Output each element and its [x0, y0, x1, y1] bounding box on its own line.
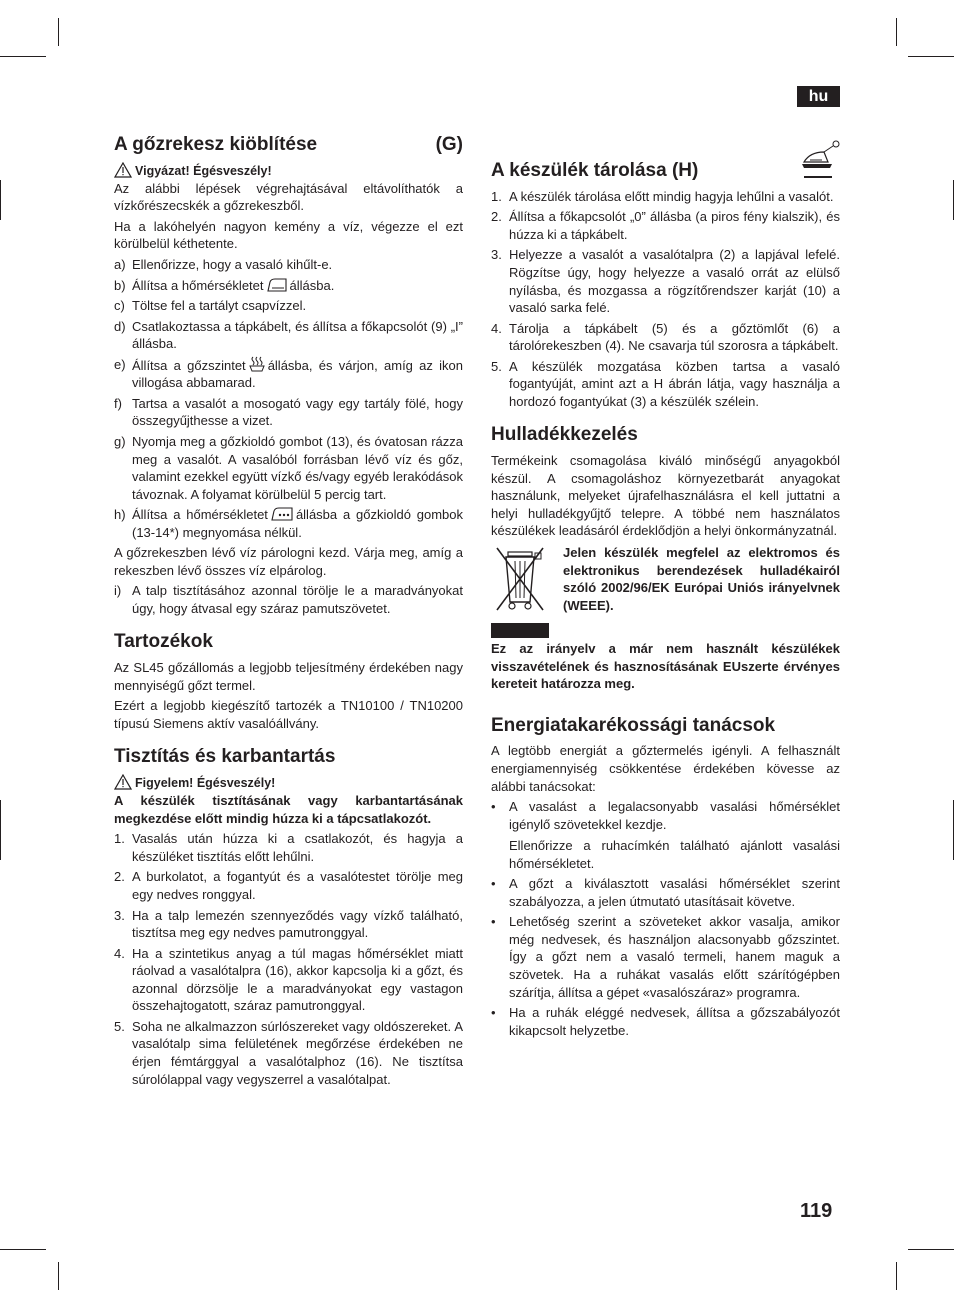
- item-marker: a): [114, 257, 126, 273]
- list-item: [491, 913, 840, 1001]
- item-text: A burkolatot, a fogantyút és a vasalótestet törölje meg egy nedves ronggyal.: [132, 869, 463, 903]
- section-title: A készülék tárolása (H): [491, 160, 699, 181]
- weee-figure: [491, 544, 551, 638]
- paragraph: A gőzrekeszben lévő víz párologni kezd. Várja meg, amíg a rekeszben lévő összes víz elpárolog.: [114, 545, 463, 578]
- weee-paragraph: Jelen készülék megfelel az elektromos és elektronikus berendezések hulladékairól szóló 2002/96/EK Európai Uniós irányelvnek (WEEE).: [563, 544, 840, 613]
- list-item: [114, 907, 463, 942]
- item-marker: 3.: [491, 247, 502, 263]
- section-title: Tisztítás és karbantartás: [114, 746, 336, 768]
- section-title: Energiatakarékossági tanácsok: [491, 714, 776, 736]
- section-title-steam-chamber: [114, 134, 463, 156]
- item-text: állásba a gőzkioldó gombok (13-14*) megnyomása nélkül.: [132, 507, 464, 540]
- bold-notice: A készülék tisztításának vagy karbantartásának megkezdése előtt mindig húzza ki a tápcsatlakozót.: [114, 793, 463, 826]
- list-item: [114, 945, 463, 1015]
- list-item: [114, 506, 463, 541]
- tips-list: [491, 798, 840, 1039]
- item-text: A gőzt a kiválasztott vasalási hőmérséklet szerint szabályozza, a jelen útmutató utasításait követve.: [509, 876, 840, 909]
- item-text: Ha a talp lemezén szennyeződés vagy vízkő található, tisztítsa meg egy nedves pamutronggyal.: [132, 907, 463, 941]
- item-text: Töltse fel a tartályt csapvízzel.: [132, 298, 307, 314]
- list-item: [491, 320, 840, 355]
- bullet: •: [491, 876, 496, 892]
- list-item: [114, 356, 463, 392]
- section-disposal: [491, 424, 840, 692]
- bullet: •: [491, 799, 496, 815]
- crop-mark: [908, 1249, 954, 1250]
- crop-mark: [0, 180, 1, 220]
- crop-mark: [896, 1262, 897, 1290]
- item-marker: 4.: [114, 945, 125, 961]
- list-item: [491, 188, 840, 206]
- item-marker: c): [114, 298, 125, 314]
- figure-reference: (G): [435, 134, 463, 155]
- step-list: [114, 582, 463, 617]
- left-column: [114, 134, 463, 1091]
- item-marker: d): [114, 318, 126, 334]
- crop-mark: [0, 800, 1, 860]
- item-text: Lehetőség szerint a szöveteket akkor vasalja, amikor még nedvesek, és használjon alacsonyabb gőzszintet. Így a gőzt nem a vasaló termeli, hanem maguk a szövetek. Ha a ruhákat vasalás előtt szárítógépben szárítja, állítsa a gépet «vasalószáraz» programra.: [509, 914, 840, 1000]
- crop-mark: [0, 1249, 46, 1250]
- item-marker: 2.: [491, 209, 502, 225]
- item-text: A készülék tárolása előtt mindig hagyja lehűlni a vasalót.: [509, 188, 834, 204]
- bullet: •: [491, 1005, 496, 1021]
- section-title: Hulladékkezelés: [491, 424, 638, 446]
- bullet: •: [491, 914, 496, 930]
- item-text: Állítsa a hőmérsékletet: [132, 277, 264, 293]
- item-marker: i): [114, 583, 122, 599]
- warning-text: Vigyázat! Égésveszély!: [135, 163, 272, 178]
- list-item: [491, 208, 840, 243]
- item-text: A vasalást a legalacsonyabb vasalási hőmérséklet igénylő szövetekkel kezdje.: [509, 799, 840, 832]
- crop-mark: [58, 18, 59, 46]
- paragraph: Az SL45 gőzállomás a legjobb teljesítmény érdekében nagy mennyiségű gőzt termel.: [114, 660, 463, 693]
- item-text: Helyezze a vasalót a vasalótalpra (2) a lapjával lefelé. Rögzítse úgy, hogy helyezze a vasaló orrát az elülső nyílásba, és mozgassa a rögzítőrendszer karját (10) a vasaló sarka felé.: [509, 247, 840, 316]
- list-item: [114, 868, 463, 903]
- warning-line: [114, 162, 463, 178]
- crop-mark: [58, 1262, 59, 1290]
- item-text: Vasalás után húzza ki a csatlakozót, és hagyja a készüléket tisztítás előtt lehűlni.: [132, 831, 463, 864]
- page-number: 119: [800, 1200, 833, 1222]
- crossed-bin-icon: [491, 544, 549, 614]
- item-text: állásba.: [289, 277, 335, 293]
- right-column: [491, 160, 840, 1042]
- item-marker: 4.: [491, 320, 502, 336]
- paragraph: Az alábbi lépések végrehajtásával eltávolíthatók a vízkőrészecskék a gőzrekeszből.: [114, 180, 463, 214]
- steam-level-icon: [248, 356, 266, 372]
- warning-icon: [114, 774, 132, 790]
- item-text: Ha a ruhák eléggé nedvesek, állítsa a gőzszabályozót kikapcsolt helyzetbe.: [509, 1005, 840, 1038]
- list-item: [491, 1004, 840, 1039]
- weee-paragraph: Ez az irányelv a már nem használt készülékek visszavételének és hasznosításának EUszerte érvényes kereteit határozza meg.: [491, 640, 840, 692]
- item-text: Csatlakoztassa a tápkábelt, és állítsa a főkapcsolót (9) „I” állásba.: [132, 318, 463, 352]
- item-text: Ellenőrizze a ruhacímkén található ajánlott vasalási hőmérsékletet.: [509, 838, 840, 871]
- list-item: [491, 798, 840, 872]
- crop-mark: [896, 18, 897, 46]
- section-energy-tips: [491, 715, 840, 1040]
- list-item: [114, 256, 463, 274]
- item-text: Állítsa a gőzszintet: [132, 357, 246, 373]
- section-accessories: [114, 631, 463, 732]
- list-item: [491, 875, 840, 910]
- warning-text: Figyelem! Égésveszély!: [135, 776, 276, 791]
- list-item: [114, 1018, 463, 1088]
- warning-line: [114, 774, 463, 790]
- weee-text-block: [563, 544, 840, 638]
- max-temperature-icon: [270, 507, 294, 521]
- paragraph: Ezért a legjobb kiegészítő tartozék a TN10100 / TN10200 típusú Siemens aktív vasalóállvány.: [114, 698, 463, 731]
- list-item: [491, 246, 840, 316]
- item-text: állásba, és várjon, amíg az ikon villogása abbamarad.: [132, 357, 463, 391]
- item-text: Állítsa a főkapcsolót „0” állásba (a piros fény kialszik), és húzza ki a tápkábelt.: [509, 209, 840, 242]
- paragraph: Termékeink csomagolása kiváló minőségű anyagokból készül. A csomagoláshoz környezetbarát anyagokat használunk, melyeket újrafelhasználásra el kell juttatni a helyi hulladékgyűjtő telepre. A többé nem használatos készülékek leadásáról érdeklődjön a helyi önkormányzatnál.: [491, 453, 840, 539]
- item-marker: 1.: [491, 188, 502, 204]
- list-item: [114, 830, 463, 865]
- item-text: Tárolja a tápkábelt (5) és a gőztömlőt (6) a tárolórekeszben (4). Ne csavarja túl szorosra a tápkábelt.: [509, 320, 840, 354]
- item-marker: 2.: [114, 869, 125, 885]
- step-list: [491, 188, 840, 411]
- item-marker: b): [114, 277, 126, 293]
- item-marker: 1.: [114, 831, 125, 847]
- section-title-text: A gőzrekesz kiöblítése: [114, 134, 318, 155]
- paragraph: Ha a lakóhelyén nagyon kemény a víz, végezze el ezt körülbelül kéthetente.: [114, 218, 463, 252]
- item-marker: f): [114, 395, 122, 411]
- list-item: [114, 318, 463, 353]
- paragraph: A legtöbb energiát a gőztermelés igényli. A felhasznált energiamennyiség csökkentése érdekében kövesse az alábbi tanácsokat:: [491, 743, 840, 794]
- item-text: Állítsa a hőmérsékletet: [132, 507, 268, 523]
- step-list: [114, 256, 463, 541]
- temperature-setting-icon: [266, 278, 288, 292]
- list-item: [491, 358, 840, 411]
- list-item: [114, 433, 463, 503]
- language-tab: hu: [797, 86, 840, 107]
- item-text: Nyomja meg a gőzkioldó gombot (13), és óvatosan rázza meg a vasalót. A vasalóból forrásban lévő víz és gőz, valamint ezekkel együtt vízkő és/vagy egyéb lerakódások távoznak. A folyamat körülbelül 5 percig tart.: [132, 433, 463, 502]
- item-marker: e): [114, 356, 126, 372]
- item-text: Tartsa a vasalót a mosogató vagy egy tartály fölé, hogy összegyűjthesse a vizet.: [132, 395, 463, 429]
- item-marker: h): [114, 507, 126, 523]
- item-marker: 5.: [491, 358, 502, 374]
- weee-notice: [491, 544, 840, 638]
- warning-icon: [114, 162, 132, 178]
- item-text: A készülék mozgatása közben tartsa a vasaló fogantyúját, amint azt a H ábrán látja, vagy használja a hordozó fogantyúkat (3) a készülék szélein.: [509, 358, 840, 409]
- section-title: Tartozékok: [114, 631, 213, 653]
- item-marker: 3.: [114, 907, 125, 923]
- item-text: A talp tisztításához azonnal törölje le a maradványokat úgy, hogy átvasal egy száraz pamutszövetet.: [132, 583, 463, 616]
- item-marker: 5.: [114, 1018, 125, 1034]
- list-item: [114, 395, 463, 430]
- list-item: [114, 582, 463, 617]
- item-marker: g): [114, 433, 126, 449]
- step-list: [114, 830, 463, 1088]
- list-item: [114, 277, 463, 295]
- weee-bar: [491, 623, 549, 638]
- item-text: Ha a szintetikus anyag a túl magas hőmérséklet miatt ráolvad a vasalótalpra (16), akkor kapcsolja ki a gőzt, és azonnal dörzsölje le a maradványokat egy vastagon összehajtogatott, száraz pamutronggyal.: [132, 945, 463, 1014]
- item-text: Ellenőrizze, hogy a vasaló kihűlt-e.: [132, 257, 333, 273]
- item-text: Soha ne alkalmazzon súrlószereket vagy oldószereket. A vasalótalp sima felületének megőrzése érdekében ne érjen fémtárggyal a vasalótalphoz (16). Ne tisztítsa súrolólappal vagy vegyszerrel a vasalótalpat.: [132, 1018, 463, 1087]
- list-item: [114, 297, 463, 315]
- section-cleaning: [114, 746, 463, 1088]
- crop-mark: [908, 56, 954, 57]
- crop-mark: [0, 56, 46, 57]
